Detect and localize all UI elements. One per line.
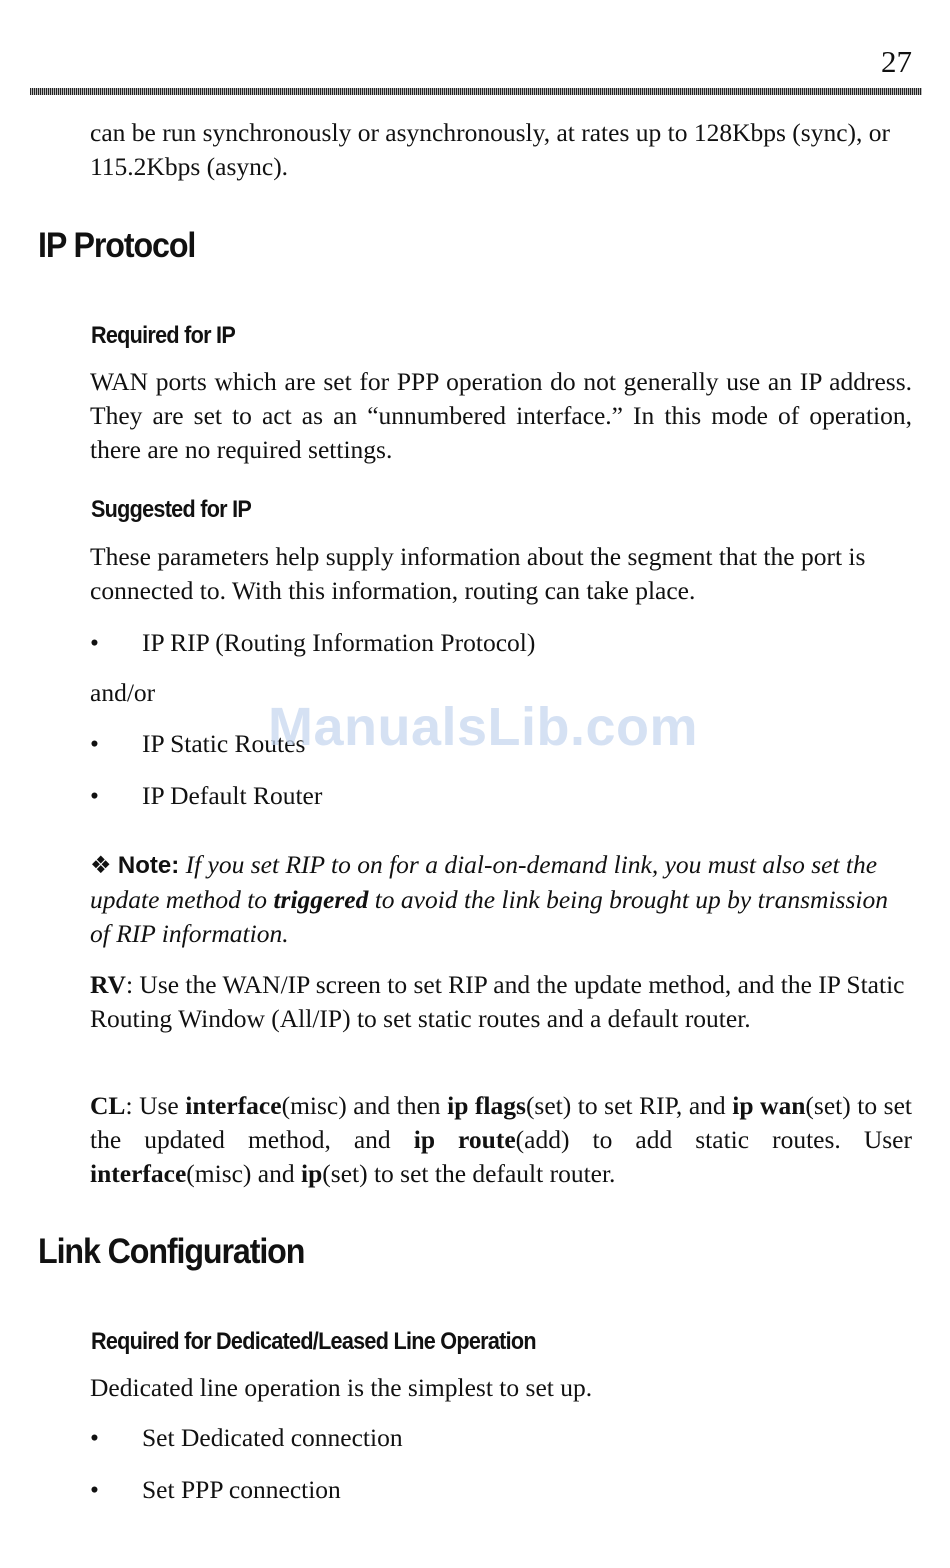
cl-paragraph <box>90 1089 912 1191</box>
list-item-text: IP Static Routes <box>142 729 306 758</box>
page-number: 27 <box>881 44 912 79</box>
cl-command: ip route <box>413 1125 516 1154</box>
list-item-text: Set Dedicated connection <box>142 1423 403 1452</box>
cl-text: (set) to set RIP, and <box>525 1091 733 1120</box>
cl-command: ip wan <box>732 1091 806 1120</box>
cl-text: (add) to add static routes. User <box>515 1125 912 1154</box>
header-rule <box>30 88 922 95</box>
cl-command: interface <box>185 1091 282 1120</box>
cl-text: (set) to set the default router. <box>322 1159 616 1188</box>
rv-label: RV <box>90 970 126 999</box>
dedicated-line-heading: Required for Dedicated/Leased Line Operation <box>91 1328 536 1355</box>
dedicated-line-body: Dedicated line operation is the simplest to set up. <box>90 1373 593 1402</box>
list-item-text: IP Default Router <box>142 781 323 810</box>
rv-paragraph <box>90 968 912 1036</box>
bullet-marker: • <box>90 781 99 810</box>
bullet-marker: • <box>90 1475 99 1504</box>
cl-command: ip flags <box>447 1091 526 1120</box>
ip-protocol-heading: IP Protocol <box>38 226 196 265</box>
and-or-connector: and/or <box>90 678 156 707</box>
note-diamond-icon: ❖ <box>90 852 112 879</box>
note-emphasis: triggered <box>273 885 369 914</box>
required-for-ip-body: WAN ports which are set for PPP operation do not generally use an IP address. They are set to act as an “unnumbered interface.” In this mode of operation, there are no required settings. <box>90 367 912 464</box>
suggested-for-ip-heading: Suggested for IP <box>91 496 252 523</box>
suggested-for-ip-body: These parameters help supply information about the segment that the port is connected to. With this information, routing can take place. <box>90 542 866 605</box>
list-item-text: IP RIP (Routing Information Protocol) <box>142 628 536 657</box>
note-paragraph <box>90 848 912 951</box>
watermark: ManualsLib.com <box>268 697 699 757</box>
rv-text: : Use the WAN/IP screen to set RIP and the update method, and the IP Static Routing Window (All/IP) to set static routes and a default router. <box>90 970 905 1033</box>
cl-label: CL <box>90 1091 126 1120</box>
cl-text: : Use <box>125 1091 186 1120</box>
cl-text: (misc) and then <box>281 1091 448 1120</box>
required-for-ip-heading: Required for IP <box>91 322 236 349</box>
bullet-marker: • <box>90 628 99 657</box>
bullet-marker: • <box>90 1423 99 1452</box>
link-configuration-heading: Link Configuration <box>38 1232 305 1271</box>
intro-paragraph: can be run synchronously or asynchronously, at rates up to 128Kbps (sync), or 115.2Kbps (async). <box>90 118 891 181</box>
cl-text: (misc) and <box>186 1159 301 1188</box>
cl-command: interface <box>90 1159 187 1188</box>
note-label: Note: <box>117 852 180 879</box>
note-text-start: If you set RIP to on for a dial-on-demand link, you must also set the update method to <box>90 850 878 914</box>
note-text-end: to avoid the link being brought up by transmission of RIP information. <box>90 885 888 948</box>
list-item-text: Set PPP connection <box>142 1475 341 1504</box>
cl-command: ip <box>301 1159 323 1188</box>
cl-text: (set) to set the updated method, and <box>90 1091 912 1154</box>
bullet-marker: • <box>90 729 99 758</box>
